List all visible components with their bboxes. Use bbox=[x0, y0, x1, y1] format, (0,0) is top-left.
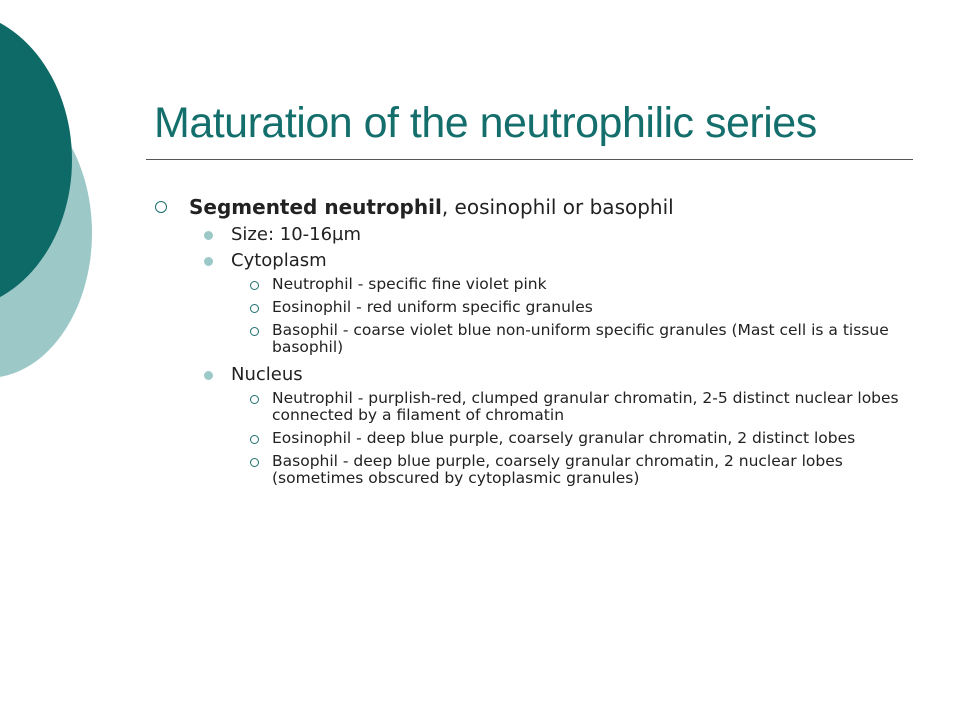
cytoplasm-item bbox=[154, 322, 914, 356]
slide-title: Maturation of the neutrophilic series bbox=[154, 99, 817, 147]
cytoplasm-item bbox=[154, 299, 914, 316]
cytoplasm-item-text: Basophil - coarse violet blue non-uniform specific granules (Mast cell is a tissue basophil) bbox=[272, 321, 889, 356]
nucleus-item-text: Basophil - deep blue purple, coarsely granular chromatin, 2 nuclear lobes (sometimes obscured by cytoplasmic granules) bbox=[272, 452, 843, 487]
ring-bullet-icon bbox=[250, 281, 259, 290]
bullet-size bbox=[154, 222, 914, 248]
cytoplasm-item bbox=[154, 276, 914, 293]
ring-bullet-icon bbox=[155, 201, 167, 213]
bullet-main-bold: Segmented neutrophil bbox=[189, 195, 442, 219]
ring-bullet-icon bbox=[250, 327, 259, 336]
bullet-main bbox=[154, 192, 914, 222]
bullet-main-text: , eosinophil or basophil bbox=[441, 195, 674, 219]
dot-bullet-icon bbox=[204, 371, 213, 380]
nucleus-item bbox=[154, 430, 914, 447]
cytoplasm-item-text: Eosinophil - red uniform specific granules bbox=[272, 298, 593, 316]
dot-bullet-icon bbox=[204, 257, 213, 266]
ring-bullet-icon bbox=[250, 395, 259, 404]
cytoplasm-item-text: Neutrophil - specific fine violet pink bbox=[272, 275, 547, 293]
bullet-nucleus bbox=[154, 362, 914, 388]
bullet-size-text: Size: 10-16µm bbox=[231, 224, 362, 245]
nucleus-item-text: Eosinophil - deep blue purple, coarsely granular chromatin, 2 distinct lobes bbox=[272, 429, 856, 447]
bullet-cytoplasm bbox=[154, 248, 914, 274]
ring-bullet-icon bbox=[250, 435, 259, 444]
ring-bullet-icon bbox=[250, 304, 259, 313]
dot-bullet-icon bbox=[204, 231, 213, 240]
nucleus-item bbox=[154, 390, 914, 424]
bullet-nucleus-text: Nucleus bbox=[231, 364, 303, 385]
nucleus-item-text: Neutrophil - purplish-red, clumped granular chromatin, 2-5 distinct nuclear lobes connected by a filament of chromatin bbox=[272, 389, 899, 424]
ring-bullet-icon bbox=[250, 458, 259, 467]
nucleus-item bbox=[154, 453, 914, 487]
bullet-cytoplasm-text: Cytoplasm bbox=[231, 250, 327, 271]
slide-content bbox=[154, 192, 914, 493]
title-divider bbox=[146, 159, 913, 160]
